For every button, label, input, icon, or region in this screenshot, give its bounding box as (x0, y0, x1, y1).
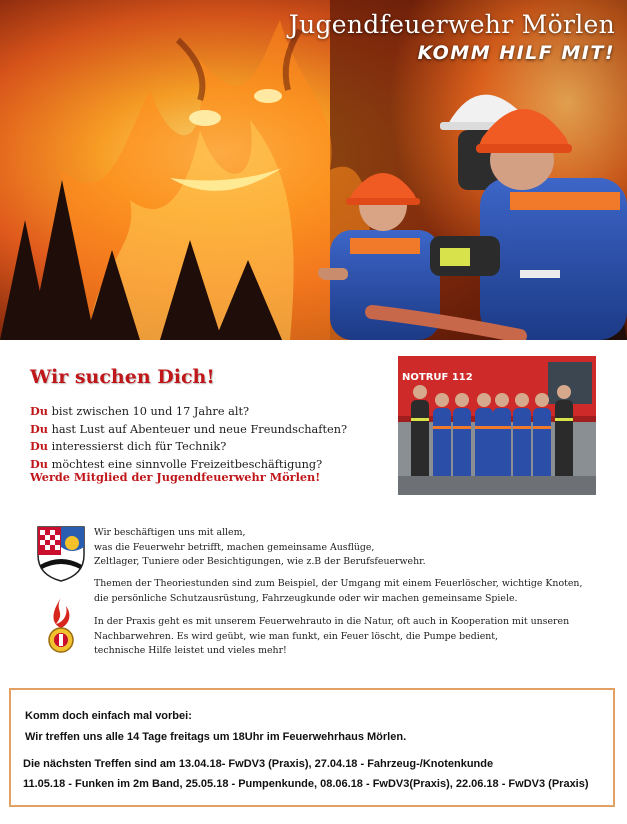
hero-banner (0, 0, 627, 340)
paragraph-line: Wir beschäftigen uns mit allem, (94, 527, 246, 538)
team-member (453, 408, 471, 486)
paragraph-line: Zeltlager, Tuniere oder Besichtigungen, wie z.B der Berufsfeuerwehr. (94, 556, 426, 568)
question-text: hast Lust auf Abenteuer und neue Freundschaften? (51, 422, 348, 436)
uniform-stripe (493, 426, 511, 429)
paragraph-line: In der Praxis geht es mit unserem Feuerwehrauto in die Natur, oft auch in Kooperation mit unseren (94, 616, 570, 627)
uniform-stripe (433, 426, 451, 429)
theory-paragraph (94, 577, 582, 606)
paragraph-line: was die Feuerwehr betrifft, machen gemeinsame Ausflüge, (94, 541, 375, 553)
invite-text: Komm doch einfach mal vorbei: (25, 710, 192, 722)
uniform-stripe (555, 418, 573, 421)
team-member-head (455, 393, 469, 407)
question-text: möchtest eine sinnvolle Freizeitbeschäftigung? (51, 457, 323, 471)
uniform-stripe (475, 426, 493, 429)
team-member (493, 408, 511, 486)
team-member-head (515, 393, 529, 407)
question-lead: Du (30, 456, 49, 471)
team-member (513, 408, 531, 486)
question-item (30, 438, 347, 456)
membership-cta: Werde Mitglied der Jugendfeuerwehr Mörlen! (30, 470, 321, 484)
uniform-stripe (453, 426, 471, 429)
activities-paragraph (94, 526, 426, 570)
question-list (30, 403, 347, 473)
team-member (411, 400, 429, 486)
question-item (30, 403, 347, 421)
team-member-head (413, 385, 427, 399)
team-member-head (435, 393, 449, 407)
schedule-text: Wir treffen uns alle 14 Tage freitags um 18Uhr im Feuerwehrhaus Mörlen. (25, 731, 407, 743)
question-text: bist zwischen 10 und 17 Jahre alt? (51, 405, 250, 418)
question-lead: Du (30, 404, 49, 418)
question-text: interessierst dich für Technik? (51, 440, 227, 454)
headline: Wir suchen Dich! (30, 366, 215, 388)
team-member (433, 408, 451, 486)
uniform-stripe (513, 426, 531, 429)
question-item (30, 421, 347, 439)
team-member-head (477, 393, 491, 407)
paragraph-line: technische Hilfe leistet und vieles mehr! (94, 645, 287, 657)
uniform-stripe (533, 426, 551, 429)
practice-paragraph (94, 615, 569, 659)
team-member (533, 408, 551, 486)
team-member-head (557, 385, 571, 399)
meeting-info-box (9, 688, 615, 807)
team-member (555, 400, 573, 486)
uniform-stripe (411, 418, 429, 421)
question-lead: Du (30, 421, 49, 436)
question-lead: Du (30, 439, 49, 454)
paragraph-line: die persönliche Schutzausrüstung, Fahrzeugkunde oder wir machen gemeinsame Spiele. (94, 592, 518, 604)
truck-lettering: NOTRUF 112 (402, 372, 473, 383)
team-photo (398, 356, 596, 495)
jugendfeuerwehr-emblem-icon (46, 596, 76, 656)
next-meetings-line: 11.05.18 - Funken im 2m Band, 25.05.18 - Pumpenkunde, 08.06.18 - FwDV3(Praxis), 22.06.18 - FwDV3 (Praxis) (23, 778, 589, 790)
paragraph-line: Themen der Theoriestunden sind zum Beispiel, der Umgang mit einem Feuerlöscher, wichtige Knoten, (94, 578, 583, 589)
hero-slogan: KOMM HILF MIT! (417, 42, 615, 64)
coat-of-arms-icon (36, 525, 86, 583)
team-member-head (495, 393, 509, 407)
team-member (475, 408, 493, 486)
team-member-head (535, 393, 549, 407)
next-meetings-line: Die nächsten Treffen sind am 13.04.18- FwDV3 (Praxis), 27.04.18 - Fahrzeug-/Knotenkunde (23, 758, 494, 770)
paragraph-line: Nachbarwehren. Es wird geübt, wie man funkt, ein Feuer löscht, die Pumpe bedient, (94, 630, 499, 642)
hero-title: Jugendfeuerwehr Mörlen (288, 10, 615, 39)
